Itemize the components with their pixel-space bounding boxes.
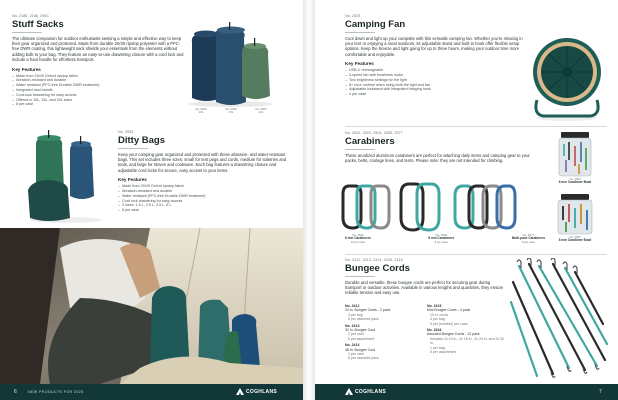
carabiner-jar-image [553,192,597,236]
title-rule [345,276,375,277]
carabiner-caption: No. 2503 8 mm Carabiners 8 per case [428,233,455,244]
feature-item: – Offered in 10L, 15L, and 20L sizes [12,98,184,103]
ditty-bags-image [26,130,104,224]
left-footer [0,384,303,400]
camping-fan-item-number: No. 2025 [345,14,361,18]
bungee-cords-section [345,258,505,296]
carabiner-caption: No. 2577 Multi-pack Carabiners 8 per case [511,233,545,244]
ditty-bags-description: Keep your camping gear organized and protected with these abrasion- and water-resistant bags. This set includes three sizes: small for tent pegs and cords, medium for toiletries and tools, and large for stoves and cookware. Each bag features a drawstring closure and adjustable cord locks for secure, easy access to your items. [118,151,287,173]
stuff-sacks-item-numbers: No. 2185, 2186, 2063 [12,14,49,18]
bungee-cords-title: Bungee Cords [345,263,410,274]
camping-fan-features [345,68,523,97]
stuff-sacks-description: The ultimate companion for outdoor enthusiasts seeking a simple and effective way to keep their gear organized and protected. Made from durable 20/40 ripstop polyester with a PFC-free DWR coating, this lightweight sack shields your essentials from the elements without adding bulk to your bag. They feature an easy-to-use drawstring closure with a cord lock and include a haul handle for effortless transport. [12,35,184,63]
carabiner-captions [345,234,545,244]
feature-item: – Abrasion-resistant and durable [12,78,184,83]
feature-item: – 4 per case [345,92,523,97]
book-gutter [303,0,315,400]
footer-text: NEW PRODUCTS FOR 2025 [28,389,84,394]
ditty-bags-title: Ditty Bags [118,135,165,146]
stuff-sacks-features [12,74,184,108]
camping-fan-features-title: Key Features [345,61,374,67]
stuff-sacks-image [186,22,276,108]
feature-item: – 8 per case [12,102,184,107]
bungee-list-right: No. 2415 Mini Bungee Cords - 4 pack 10 in. cords 4 per bag 6 per (number) per case No. 2416 Assorted Bungee Cords - 12 pack Includes 2x 10 in., 2x 18 in., 2x 24 in. and 2x 32 in. 1 per bag 6 per assortment [427,304,504,355]
tent-logo-icon [345,388,353,395]
carabiners-title: Carabiners [345,136,395,147]
carabiners-section [345,131,535,163]
bungee-cords-item-numbers: No. 2412, 2413, 2414, 2415, 2416 [345,258,403,262]
feature-item: – Cord lock drawstring for easy access [118,199,296,204]
carabiners-image [339,178,539,234]
camping-fan-image [529,22,603,122]
ditty-bags-section [118,130,296,213]
carabiners-description: These anodized aluminum carabiners are perfect for attaching daily items and camping gear to your packs, belts, coolage lines, and tents. Please note: they are not intended for climbing. [345,152,530,163]
stuff-sacks-features-title: Key Features [12,66,41,72]
feature-item: – 8 per case [118,208,296,213]
lifestyle-photo [0,228,303,384]
section-divider [345,254,607,255]
feature-item: – 3 sizes: 1.5 L, 2.5 L, 3.5 L, 6 L [118,203,296,208]
feature-item: – 8+ hour runtime when using both the light and fan [345,83,523,88]
title-rule [118,148,148,149]
feature-item: – Made from 20/40 Oxford ripstop fabric [12,74,184,79]
carabiner-caption: No. 2502 6 mm Carabiners 10 per case [345,233,371,244]
left-page [0,0,303,400]
ditty-bags-features [118,184,296,213]
stuff-sacks-title: Stuff Sacks [12,19,64,30]
camping-fan-title: Camping Fan [345,19,406,30]
title-rule [12,32,42,33]
stuff-sacks-captions [186,108,276,115]
bungee-list-left: No. 2412 24 in. Bungee Cords - 2 pack 3 per bag 6 per assorted pack No. 2413 32 in. Bungee Cord 2 per card 6 per assortment No. 2414 48 in. Bungee Cord 1 per card 6 per assorted pack [345,304,391,361]
bungee-cords-description: Durable and versatile, these bungee cords are perfect for securing gear during transport or outdoor activities. Available in various lengths and quantities, they ensure reliable tension and easy use. [345,279,504,296]
title-rule [345,32,375,33]
stuff-sacks-section [12,14,184,107]
camping-fan-section [345,14,523,97]
feature-item: – Adjustable kickstand with integrated hanging hook [345,87,523,92]
page-number: 6 [14,389,17,395]
brand-logo: COGHLANS [345,388,386,395]
feature-item: – USB-C rechargeable [345,68,523,73]
stuff-sack-caption: No. 2185 10L [195,107,207,115]
right-page [315,0,618,400]
feature-item: – Two brightness settings for the light [345,78,523,83]
brand-logo: COGHLANS [236,388,277,395]
page-number: 7 [599,389,602,395]
right-footer [315,384,618,400]
feature-item: – Integrated haul handle [12,88,184,93]
carabiner-jar-caption: No. 2505 8 mm Carabiner Bowl [558,235,592,243]
title-rule [345,149,375,150]
feature-item: – Water resistant (PFC-free Durable DWR treatment) [118,194,296,199]
carabiner-jar-caption: No. 2504 6 mm Carabiner Bowl [558,177,592,185]
section-divider [345,126,607,127]
feature-item: – Cord-lock drawstring for easy access [12,93,184,98]
bungee-cords-image [509,258,609,382]
stuff-sack-caption: No. 2063 20L [255,107,267,115]
ditty-bags-features-title: Key Features [118,177,147,183]
feature-item: – Made from 20/40 Oxford ripstop fabric [118,184,296,189]
feature-item: – Water resistant (PFC-free Durable DWR treatment) [12,83,184,88]
feature-item: – 3-speed fan with brushless motor [345,73,523,78]
camping-fan-description: Cool down and light up your campsite with this versatile camping fan. Whether you're relaxing in your tent or enjoying a meal outdoors, its adjustable stand and built-in hook offer flexible setup options. Keep the breeze and light going for up to three hours, making your outdoor time more comfortable and enjoyable. [345,35,523,57]
carabiners-item-numbers: No. 2502, 2503, 2504, 2505, 2577 [345,131,403,135]
feature-item: – Abrasion-resistant and durable [118,189,296,194]
tent-logo-icon [236,388,244,395]
stuff-sack-caption: No. 2186 15L [225,107,237,115]
ditty-bags-item-number: No. 2053 [118,130,134,134]
carabiner-jar-image [555,130,595,178]
